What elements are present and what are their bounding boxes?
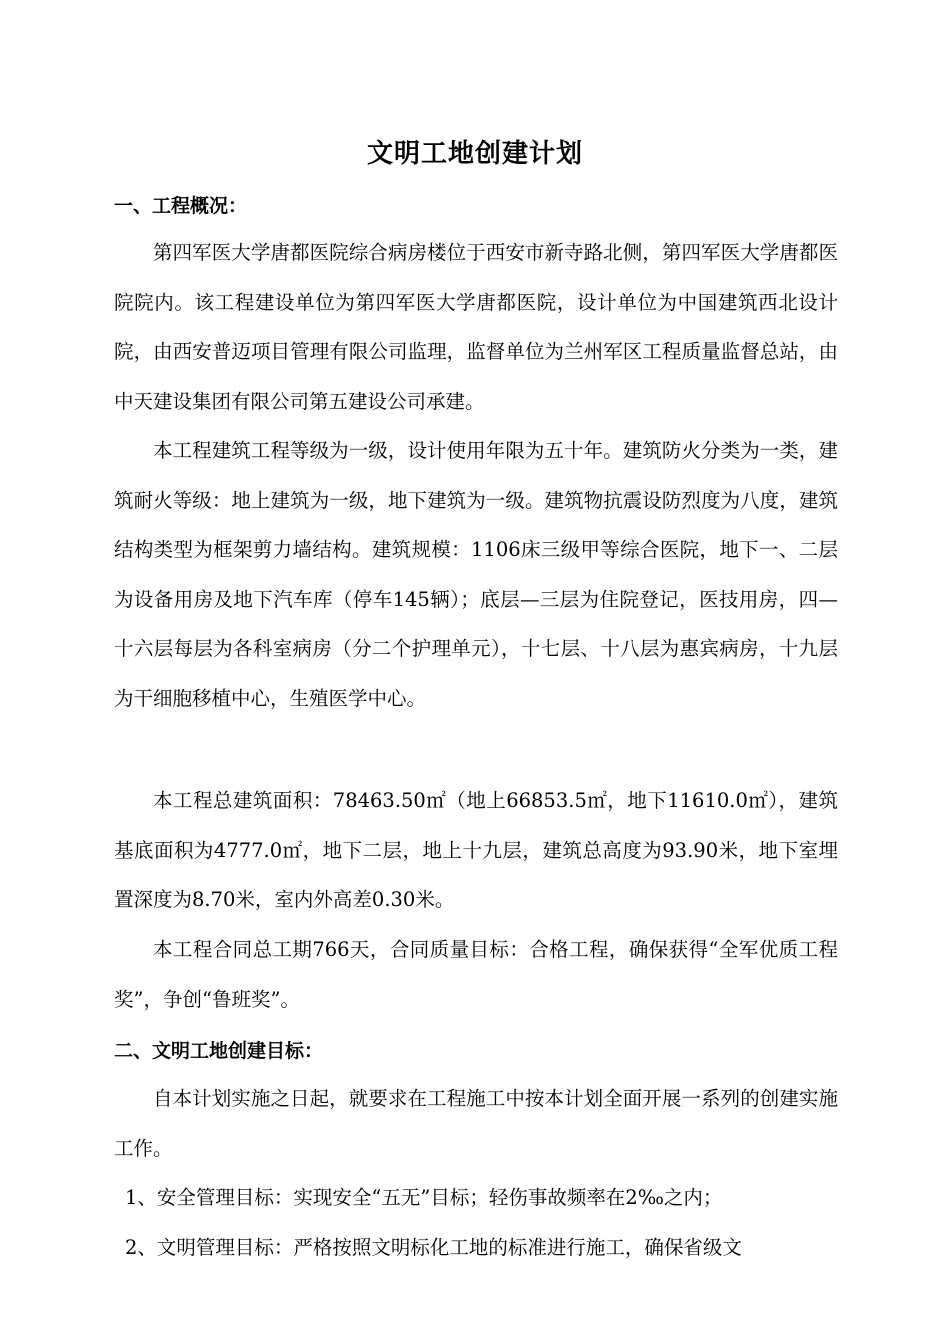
section-heading-overview: 一、工程概况： bbox=[114, 195, 248, 217]
paragraph-building-area: 本工程总建筑面积：78463.50㎡（地上66853.5㎡，地下11610.0㎡），建筑基底面积为4777.0㎡，地下二层，地上十九层，建筑总高度为93.90米，地下室埋置深度为8.70米，室内外高差0.30米。 bbox=[114, 789, 838, 911]
document-title: 文明工地创建计划 bbox=[366, 139, 583, 169]
paragraph-building-grade: 本工程建筑工程等级为一级，设计使用年限为五十年。建筑防火分类为一类，建筑耐火等级：地上建筑为一级，地下建筑为一级。建筑物抗震设防烈度为八度，建筑结构类型为框架剪力墙结构。建筑规模：1106床三级甲等综合医院，地下一、二层为设备用房及地下汽车库（停车145辆）；底层—三层为住院登记，医技用房，四—十六层每层为各科室病房（分二个护理单元），十七层、十八层为惠宾病房，十九层为干细胞移植中心，生殖医学中心。 bbox=[114, 439, 838, 710]
paragraph-contract-period: 本工程合同总工期766天，合同质量目标：合格工程，确保获得“全军优质工程奖”，争创“鲁班奖”。 bbox=[114, 938, 838, 1011]
section-heading-goals: 二、文明工地创建目标： bbox=[114, 1040, 324, 1062]
paragraph-implementation: 自本计划实施之日起，就要求在工程施工中按本计划全面开展一系列的创建实施工作。 bbox=[114, 1087, 838, 1160]
list-item-safety-goal: 1、安全管理目标：实现安全“五无”目标；轻伤事故频率在2‰之内； bbox=[125, 1186, 723, 1209]
paragraph-project-location: 第四军医大学唐都医院综合病房楼位于西安市新寺路北侧，第四军医大学唐都医院院内。该工程建设单位为第四军医大学唐都医院，设计单位为中国建筑西北设计院，由西安普迈项目管理有限公司监理，监督单位为兰州军区工程质量监督总站，由中天建设集团有限公司第五建设公司承建。 bbox=[114, 241, 838, 413]
list-item-civilized-goal: 2、文明管理目标：严格按照文明标化工地的标准进行施工，确保省级文 bbox=[125, 1236, 742, 1259]
